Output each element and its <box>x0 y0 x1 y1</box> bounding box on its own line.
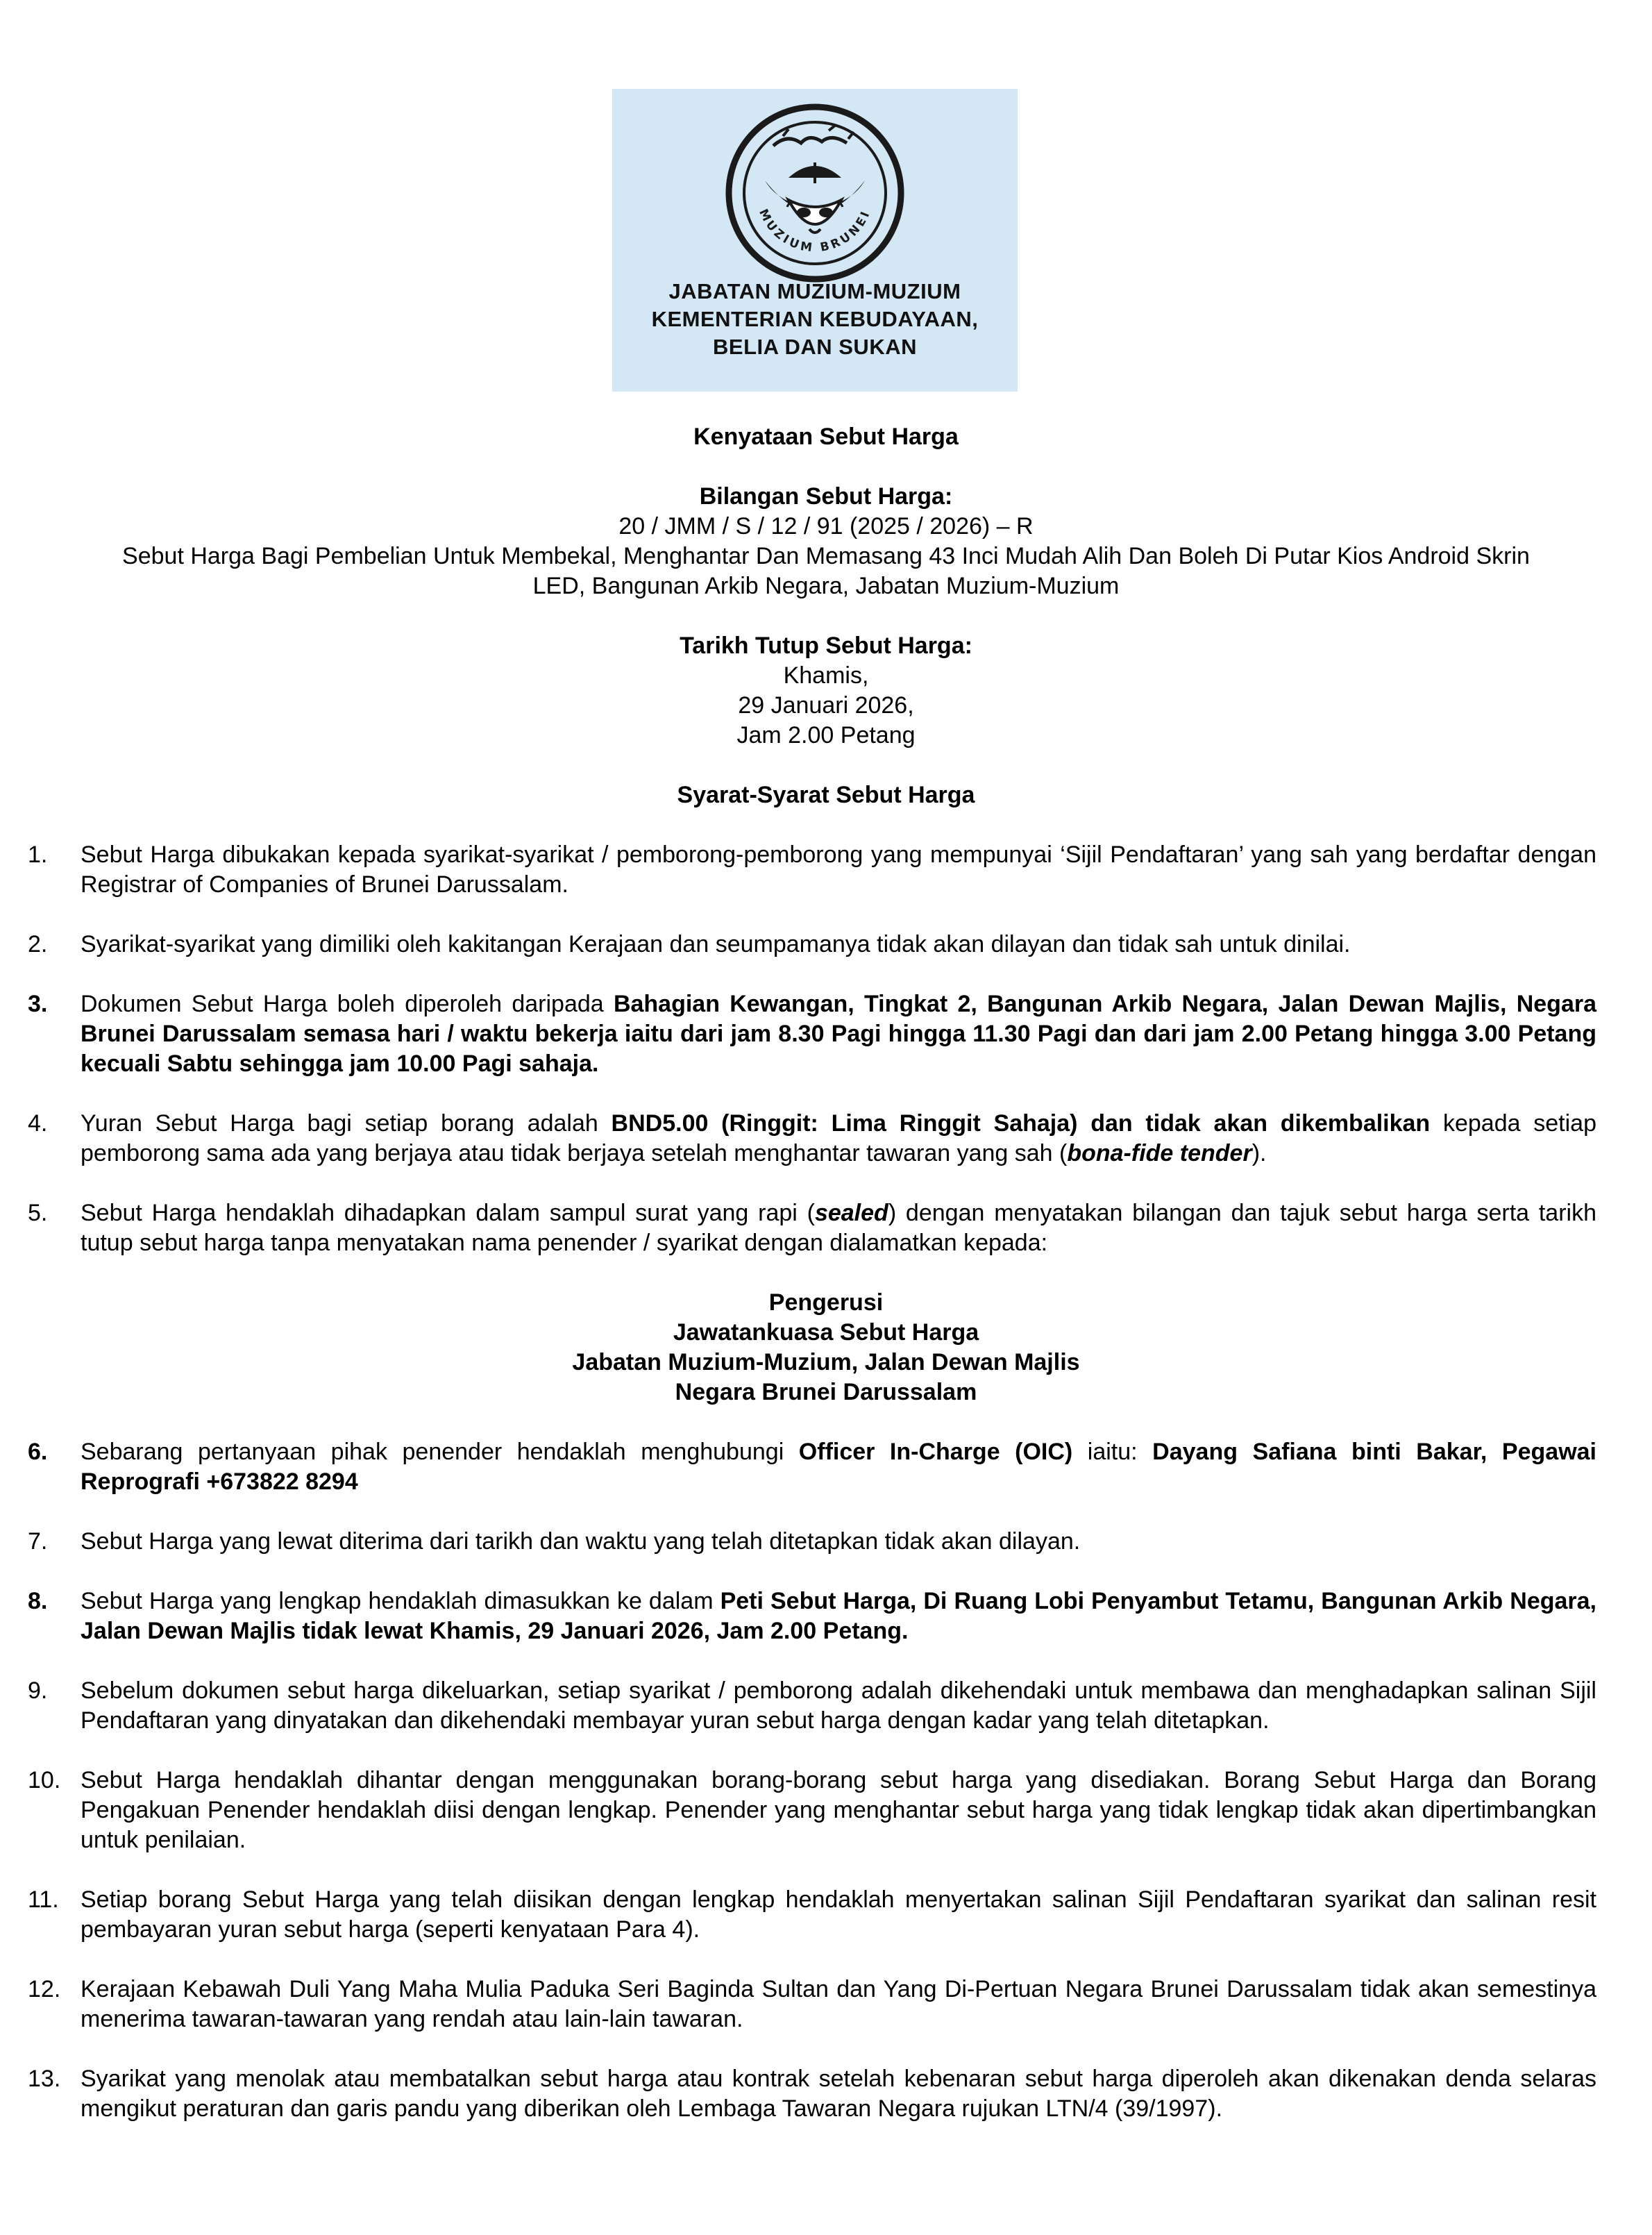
item-number: 10. <box>28 1767 61 1793</box>
item-number: 5. <box>28 1200 48 1226</box>
museum-seal-icon <box>725 103 905 283</box>
department-logo <box>612 89 1018 392</box>
item-text: Yuran Sebut Harga bagi setiap borang adalah BND5.00 (Ringgit: Lima Ringgit Sahaja) dan tidak akan dikembalikan kepada setiap pemborong sama ada yang berjaya atau tidak berjaya setelah menghantar tawaran yang sah (bona-fide tender). <box>81 1110 1596 1166</box>
closing-date: 29 Januari 2026, <box>738 692 914 719</box>
quotation-number-label: Bilangan Sebut Harga: <box>699 483 953 510</box>
address-line-1: Pengerusi <box>768 1289 884 1316</box>
item-text: Sebut Harga hendaklah dihadapkan dalam sampul surat yang rapi (sealed) dengan menyatakan bilangan dan tajuk sebut harga serta tarikh tutup sebut harga tanpa menyatakan nama penender / syarikat dengan dialamatkan kepada: <box>81 1200 1596 1256</box>
item-number: 6. <box>28 1439 48 1465</box>
address-line-3: Jabatan Muzium-Muzium, Jalan Dewan Majlis <box>572 1349 1080 1375</box>
item-number: 1. <box>28 842 48 868</box>
seal-bottom-text: MUZIUM BRUNEI <box>756 207 874 256</box>
logo-line-2: KEMENTERIAN KEBUDAYAAN, <box>651 307 979 331</box>
item-number: 12. <box>28 1976 61 2002</box>
conditions-title: Syarat-Syarat Sebut Harga <box>677 782 975 808</box>
item-text: Sebarang pertanyaan pihak penender hendaklah menghubungi Officer In-Charge (OIC) iaitu: Dayang Safiana binti Bakar, Pegawai Reprografi +673822 8294 <box>81 1439 1596 1495</box>
item-number: 2. <box>28 931 48 957</box>
item-text: Syarikat-syarikat yang dimiliki oleh kakitangan Kerajaan dan seumpamanya tidak akan dilayan dan tidak sah untuk dinilai. <box>81 931 1351 957</box>
closing-date-label: Tarikh Tutup Sebut Harga: <box>680 633 972 659</box>
item-text: Kerajaan Kebawah Duli Yang Maha Mulia Paduka Seri Baginda Sultan dan Yang Di-Pertuan Negara Brunei Darussalam tidak akan semestinya menerima tawaran-tawaran yang rendah atau lain-lain tawaran. <box>81 1976 1596 2032</box>
address-line-2: Jawatankuasa Sebut Harga <box>673 1319 979 1346</box>
address-line-4: Negara Brunei Darussalam <box>675 1379 977 1405</box>
quotation-description-line-2: LED, Bangunan Arkib Negara, Jabatan Muzium-Muzium <box>532 573 1120 599</box>
closing-day: Khamis, <box>783 662 869 689</box>
item-number: 4. <box>28 1110 48 1137</box>
quotation-number-value: 20 / JMM / S / 12 / 91 (2025 / 2026) – R <box>618 513 1034 539</box>
item-text: Sebut Harga yang lewat diterima dari tarikh dan waktu yang telah ditetapkan tidak akan dilayan. <box>81 1528 1081 1555</box>
logo-line-3: BELIA DAN SUKAN <box>713 335 917 359</box>
item-text: Sebut Harga hendaklah dihantar dengan menggunakan borang-borang sebut harga yang disediakan. Borang Sebut Harga dan Borang Pengakuan Penender hendaklah diisi dengan lengkap. Penender yang menghantar sebut harga yang tidak lengkap tidak akan dipertimbangkan untuk penilaian. <box>81 1767 1596 1853</box>
item-text: Sebut Harga dibukakan kepada syarikat-syarikat / pemborong-pemborong yang mempunyai ‘Sijil Pendaftaran’ yang sah yang berdaftar dengan Registrar of Companies of Brunei Darussalam. <box>81 842 1596 898</box>
item-text: Sebut Harga yang lengkap hendaklah dimasukkan ke dalam Peti Sebut Harga, Di Ruang Lobi Penyambut Tetamu, Bangunan Arkib Negara, Jalan Dewan Majlis tidak lewat Khamis, 29 Januari 2026, Jam 2.00 Petang. <box>81 1588 1596 1644</box>
quotation-description-line-1: Sebut Harga Bagi Pembelian Untuk Membekal, Menghantar Dan Memasang 43 Inci Mudah Alih Dan Boleh Di Putar Kios Android Skrin <box>122 543 1530 569</box>
item-text: Sebelum dokumen sebut harga dikeluarkan, setiap syarikat / pemborong adalah dikehendaki untuk membawa dan menghadapkan salinan Sijil Pendaftaran yang dinyatakan dan dikehendaki membayar yuran sebut harga dengan kadar yang telah ditetapkan. <box>81 1677 1596 1734</box>
item-text: Syarikat yang menolak atau membatalkan sebut harga atau kontrak setelah kebenaran sebut harga diperoleh akan dikenakan denda selaras mengikut peraturan dan garis pandu yang diberikan oleh Lembaga Tawaran Negara rujukan LTN/4 (39/1997). <box>81 2066 1596 2122</box>
item-number: 7. <box>28 1528 48 1555</box>
item-number: 3. <box>28 991 48 1017</box>
item-number: 8. <box>28 1588 48 1614</box>
page-title: Kenyataan Sebut Harga <box>693 424 959 450</box>
item-number: 11. <box>28 1886 59 1913</box>
item-number: 13. <box>28 2066 61 2092</box>
closing-time: Jam 2.00 Petang <box>736 722 916 748</box>
item-number: 9. <box>28 1677 48 1704</box>
item-text: Dokumen Sebut Harga boleh diperoleh daripada Bahagian Kewangan, Tingkat 2, Bangunan Arkib Negara, Jalan Dewan Majlis, Negara Brunei Darussalam semasa hari / waktu bekerja iaitu dari jam 8.30 Pagi hingga 11.30 Pagi dan dari jam 2.00 Petang hingga 3.00 Petang kecuali Sabtu sehingga jam 10.00 Pagi sahaja. <box>81 991 1596 1077</box>
item-text: Setiap borang Sebut Harga yang telah diisikan dengan lengkap hendaklah menyertakan salinan Sijil Pendaftaran syarikat dan salinan resit pembayaran yuran sebut harga (seperti kenyataan Para 4). <box>81 1886 1596 1943</box>
logo-line-1: JABATAN MUZIUM-MUZIUM <box>668 279 961 303</box>
